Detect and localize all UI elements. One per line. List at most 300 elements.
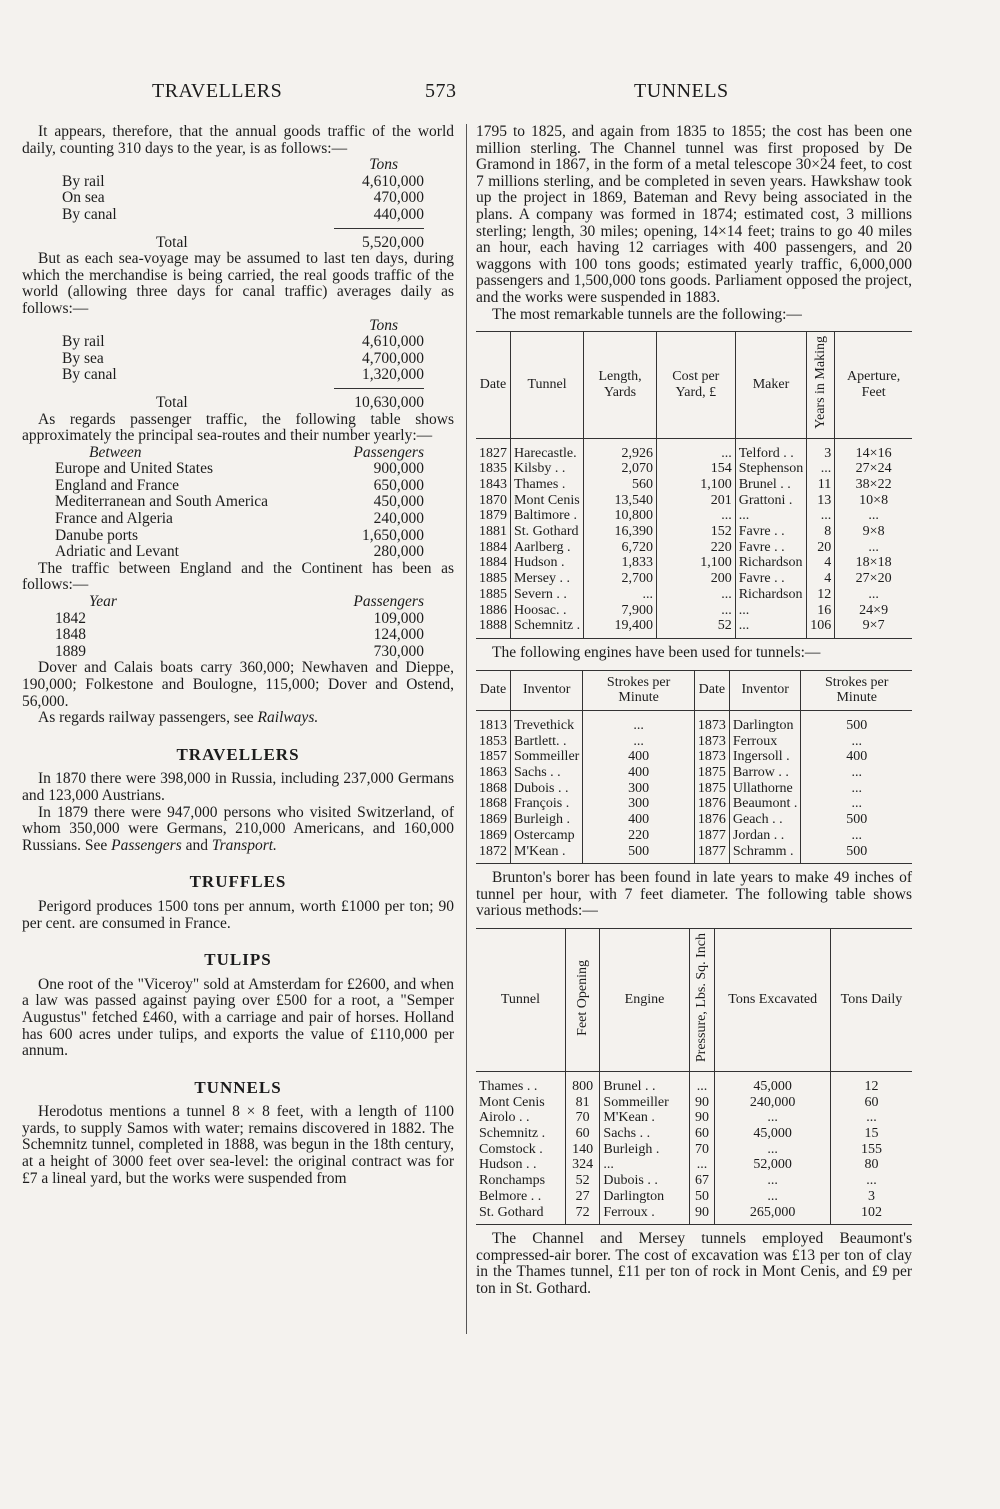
column-header: Maker xyxy=(735,332,807,438)
sea-routes-table xyxy=(55,445,424,561)
table-cell: 1813 xyxy=(479,717,507,733)
paragraph: Perigord produces 1500 tons per annum, worth £1000 per ton; 90 per cent. are consumed in France. xyxy=(22,897,454,932)
table-cell: Hudson . . xyxy=(479,1157,537,1173)
table-cell: ... xyxy=(807,461,835,477)
row-label: By canal xyxy=(62,205,117,223)
table-cell: Geach . . xyxy=(729,812,801,828)
table-cell: Schramm . xyxy=(729,844,801,864)
table-cell: Burleigh . xyxy=(600,1142,689,1158)
row-label: France and Algeria xyxy=(55,510,173,528)
column-divider xyxy=(466,124,467,1334)
table-row xyxy=(476,710,912,733)
table-row xyxy=(476,781,912,797)
column-header: Strokes per Minute xyxy=(583,670,695,710)
table-cell: Sommeiller xyxy=(600,1095,689,1111)
table-cell: 1885 xyxy=(479,571,507,587)
table-row xyxy=(476,571,912,587)
table-cell: Airolo . . xyxy=(479,1110,530,1126)
column-header: Tons Daily xyxy=(830,929,912,1072)
list-header xyxy=(55,594,424,611)
table-cell: 38×22 xyxy=(835,477,912,493)
paragraph: It appears, therefore, that the annual goods traffic of the world daily, counting 310 days to the year, is as follows:— xyxy=(22,123,454,157)
row-label: Danube ports xyxy=(55,526,139,544)
table-cell: Darlington xyxy=(600,1189,689,1205)
table-row xyxy=(476,1142,912,1158)
continent-traffic-table xyxy=(55,594,424,660)
engines-table xyxy=(476,670,912,865)
table-cell: 52 xyxy=(565,1173,599,1189)
list-row xyxy=(55,611,424,628)
table-cell: 1873 xyxy=(694,734,729,750)
total-rule xyxy=(334,388,424,389)
table-cell: 60 xyxy=(689,1126,715,1142)
table-cell: 45,000 xyxy=(715,1071,831,1094)
table-cell: 4 xyxy=(807,571,835,587)
table-cell: 500 xyxy=(801,710,912,733)
table-row xyxy=(476,1126,912,1142)
row-label: By canal xyxy=(62,366,117,384)
table-cell: Burleigh . xyxy=(511,812,583,828)
table-row xyxy=(476,765,912,781)
total-row xyxy=(62,235,424,252)
table-cell: M'Kean . xyxy=(511,844,583,864)
table-cell: ... xyxy=(584,587,657,603)
table-cell: 201 xyxy=(656,493,735,509)
table-cell: 1876 xyxy=(694,796,729,812)
table-cell: 300 xyxy=(583,781,695,797)
table-cell: Baltimore . xyxy=(511,508,584,524)
table-cell: 1868 xyxy=(479,780,507,796)
table-cell: 1876 xyxy=(694,812,729,828)
table-cell: Aarlberg . xyxy=(511,540,584,556)
table-cell: 81 xyxy=(565,1095,599,1111)
table-cell: 20 xyxy=(807,540,835,556)
table-row xyxy=(476,540,912,556)
table-cell: 155 xyxy=(830,1142,912,1158)
table-cell: 7,900 xyxy=(584,603,657,619)
table-cell: 1885 xyxy=(479,586,507,602)
table-cell: 90 xyxy=(689,1205,715,1225)
paragraph: As regards passenger traffic, the following table shows approximately the principal sea-routes and their number yearly:— xyxy=(22,410,454,445)
table-cell: St. Gothard xyxy=(479,1204,544,1220)
table-row xyxy=(476,1189,912,1205)
table-cell: 1873 xyxy=(694,749,729,765)
row-value: 4,610,000 xyxy=(362,172,424,190)
table-cell: 400 xyxy=(801,749,912,765)
table-cell: Belmore . . xyxy=(479,1188,542,1204)
paragraph: But as each sea-voyage may be assumed to last ten days, during which the merchandise is being carried, the real goods traffic of the world (allowing three days for canal traffic) averages daily as follows:— xyxy=(22,250,454,317)
table-cell: 1868 xyxy=(479,796,507,812)
table-cell: ... xyxy=(656,438,735,461)
table-cell: Sachs . . xyxy=(511,765,583,781)
table-cell: Schemnitz . xyxy=(479,1126,546,1141)
table-cell: 16,390 xyxy=(584,524,657,540)
right-column xyxy=(476,124,912,1298)
row-value: 124,000 xyxy=(373,626,424,644)
table-cell: Severn . . xyxy=(511,587,584,603)
table-cell: 3 xyxy=(830,1189,912,1205)
table-cell: Darlington xyxy=(729,710,801,733)
left-column xyxy=(22,124,454,1187)
table-cell: ... xyxy=(715,1110,831,1126)
table-cell: ... xyxy=(689,1071,715,1094)
paragraph: Dover and Calais boats carry 360,000; Newhaven and Dieppe, 190,000; Folkestone and Boulogne, 115,000; Dover and Ostend, 56,000. xyxy=(22,659,454,710)
column-header: Years in Making xyxy=(807,332,835,438)
table-cell: Mersey . . xyxy=(511,571,584,587)
column-header: Engine xyxy=(600,929,689,1072)
table-cell: 1,100 xyxy=(656,555,735,571)
table-cell: Thames . . xyxy=(479,1078,538,1094)
table-cell: Brunel . . xyxy=(600,1071,689,1094)
table-cell: 1875 xyxy=(694,781,729,797)
table-cell: 4 xyxy=(807,555,835,571)
table-cell: ... xyxy=(735,603,807,619)
table-row xyxy=(476,749,912,765)
table-cell: ... xyxy=(735,508,807,524)
table-row xyxy=(476,438,912,461)
column-header: Strokes per Minute xyxy=(801,670,912,710)
total-value: 5,520,000 xyxy=(362,233,424,251)
table-cell: 60 xyxy=(830,1095,912,1111)
table-cell: ... xyxy=(689,1157,715,1173)
table-cell: 60 xyxy=(565,1126,599,1142)
header-right: Passengers xyxy=(353,443,424,461)
table-cell: 50 xyxy=(689,1189,715,1205)
table-cell: 1870 xyxy=(479,492,507,508)
row-label: By rail xyxy=(62,333,105,351)
table-cell: ... xyxy=(801,765,912,781)
row-value: 1,320,000 xyxy=(362,366,424,384)
running-head-left: TRAVELLERS xyxy=(152,80,283,102)
header-left: Year xyxy=(89,593,117,611)
table-cell: Mont Cenis xyxy=(479,1094,545,1110)
table-cell: Ferroux xyxy=(729,734,801,750)
table-cell: 1843 xyxy=(479,476,507,492)
table-cell: 1863 xyxy=(479,765,507,781)
paragraph: In 1879 there were 947,000 persons who visited Switzerland, of whom 350,000 were Germans, 210,000 Americans, and 160,000 Russians. See Passengers and Transport. xyxy=(22,803,454,854)
table-cell: ... xyxy=(656,587,735,603)
header-right: Passengers xyxy=(353,593,424,611)
cross-reference-link[interactable]: Railways. xyxy=(257,709,319,727)
table-cell: M'Kean . xyxy=(600,1110,689,1126)
table-cell: 220 xyxy=(583,828,695,844)
table-cell: ... xyxy=(583,710,695,733)
table-row xyxy=(476,493,912,509)
table-cell: Trevethick xyxy=(511,710,583,733)
table-cell: Dubois . . xyxy=(600,1173,689,1189)
paragraph: Herodotus mentions a tunnel 8 × 8 feet, with a length of 1100 yards, to supply Samos with water; remains discovered in 1882. The Schemnitz tunnel, completed in 1888, was begun in the 18th century, at a height of 3000 feet over sea-level: the original contract was for £7 a lineal yard, but the works were suspended from xyxy=(22,1103,454,1187)
table-row xyxy=(476,555,912,571)
table-cell: Harecastle. xyxy=(511,438,584,461)
column-header: Aperture, Feet xyxy=(835,332,912,438)
paragraph: In 1870 there were 398,000 in Russia, including 237,000 Germans and 123,000 Austrians. xyxy=(22,770,454,804)
table-cell: ... xyxy=(583,734,695,750)
table-cell: 220 xyxy=(656,540,735,556)
table-cell: 10×8 xyxy=(835,493,912,509)
table-cell: Brunel . . xyxy=(735,477,807,493)
table-cell: ... xyxy=(656,508,735,524)
table-cell: ... xyxy=(600,1157,689,1173)
table-cell: 400 xyxy=(583,749,695,765)
table-cell: 1857 xyxy=(479,749,507,765)
table-cell: ... xyxy=(835,508,912,524)
table-cell: 9×7 xyxy=(835,618,912,638)
list-row xyxy=(55,461,424,478)
row-value: 280,000 xyxy=(373,543,424,561)
table-cell: 6,720 xyxy=(584,540,657,556)
column-header: Inventor xyxy=(511,670,583,710)
table-cell: 106 xyxy=(807,618,835,638)
table-cell: 1877 xyxy=(694,844,729,864)
row-label: On sea xyxy=(62,189,105,207)
list-row xyxy=(55,644,424,661)
table-cell: 265,000 xyxy=(715,1205,831,1225)
table-cell: ... xyxy=(801,734,912,750)
table-cell: 2,700 xyxy=(584,571,657,587)
table-cell: 80 xyxy=(830,1157,912,1173)
table-cell: 8 xyxy=(807,524,835,540)
table-cell: 1827 xyxy=(479,445,507,461)
table-cell: Comstock . xyxy=(479,1141,543,1157)
table-cell: 16 xyxy=(807,603,835,619)
table-cell: 300 xyxy=(583,796,695,812)
table-cell: Schemnitz . xyxy=(511,618,584,638)
table-cell: 24×9 xyxy=(835,603,912,619)
table-cell: 19,400 xyxy=(584,618,657,638)
table-cell: Hoosac. . xyxy=(511,603,584,619)
table-cell: 15 xyxy=(830,1126,912,1142)
table-cell: 240,000 xyxy=(715,1095,831,1111)
table-row xyxy=(476,477,912,493)
table-cell: 800 xyxy=(565,1071,599,1094)
tunnels-table xyxy=(476,331,912,639)
table-cell: 72 xyxy=(565,1205,599,1225)
list-row xyxy=(62,367,424,384)
row-value: 730,000 xyxy=(373,642,424,660)
table-cell: 52 xyxy=(656,618,735,638)
table-cell: 45,000 xyxy=(715,1126,831,1142)
table-cell: 14×16 xyxy=(835,438,912,461)
table-cell: Favre . . xyxy=(735,540,807,556)
table-cell: 2,070 xyxy=(584,461,657,477)
table-cell: 13,540 xyxy=(584,493,657,509)
table-cell: Dubois . . xyxy=(511,781,583,797)
table-cell: ... xyxy=(801,796,912,812)
row-label: Mediterranean and South America xyxy=(55,493,269,511)
row-value: 4,700,000 xyxy=(362,349,424,367)
row-label: England and France xyxy=(55,476,179,494)
row-value: 900,000 xyxy=(373,460,424,478)
list-row xyxy=(55,528,424,545)
table-cell: Stephenson xyxy=(735,461,807,477)
list-header xyxy=(55,445,424,462)
table-cell: 70 xyxy=(689,1142,715,1158)
table-cell: Barrow . . xyxy=(729,765,801,781)
table-cell: Thames . xyxy=(511,477,584,493)
table-cell: 90 xyxy=(689,1095,715,1111)
table-cell: ... xyxy=(801,828,912,844)
column-header: Date xyxy=(476,332,511,438)
table-cell: ... xyxy=(835,587,912,603)
list-row xyxy=(62,174,424,191)
table-row xyxy=(476,1110,912,1126)
table-cell: 1853 xyxy=(479,733,507,749)
table-cell: 1873 xyxy=(694,710,729,733)
table-cell: 324 xyxy=(565,1157,599,1173)
table-cell: Ullathorne xyxy=(729,781,801,797)
table-row xyxy=(476,587,912,603)
table-row xyxy=(476,1205,912,1225)
column-header: Date xyxy=(476,670,511,710)
table-cell: 2,926 xyxy=(584,438,657,461)
goods-traffic-daily-table xyxy=(62,318,424,412)
total-label: Total xyxy=(156,393,188,411)
column-header: Inventor xyxy=(729,670,801,710)
header-left: Between xyxy=(89,443,142,461)
goods-traffic-table xyxy=(62,157,424,251)
table-cell: Grattoni . xyxy=(735,493,807,509)
list-header: Tons xyxy=(369,156,398,174)
table-cell: 67 xyxy=(689,1173,715,1189)
column-header: Tunnel xyxy=(476,929,565,1072)
section-heading-tunnels: TUNNELS xyxy=(194,1077,282,1097)
table-cell: 1835 xyxy=(479,461,507,477)
row-label: 1848 xyxy=(55,626,86,644)
table-cell: 12 xyxy=(807,587,835,603)
table-cell: 52,000 xyxy=(715,1157,831,1173)
table-cell: 18×18 xyxy=(835,555,912,571)
table-cell: 1,100 xyxy=(656,477,735,493)
table-cell: 200 xyxy=(656,571,735,587)
column-header: Pressure, Lbs. Sq. Inch xyxy=(689,929,715,1072)
table-cell: ... xyxy=(801,781,912,797)
paragraph: The Channel and Mersey tunnels employed Beaumont's compressed-air borer. The cost of excavation was £13 per ton of clay in the Thames tunnel, £11 per ton of rock in Mont Cenis, and £9 per ton in St. Gothard. xyxy=(476,1230,912,1297)
table-cell: 70 xyxy=(565,1110,599,1126)
table-cell: Favre . . xyxy=(735,571,807,587)
cross-reference-link[interactable]: Transport. xyxy=(211,836,277,854)
table-cell: St. Gothard xyxy=(511,524,584,540)
row-value: 109,000 xyxy=(373,609,424,627)
list-row xyxy=(62,334,424,351)
table-cell: 500 xyxy=(801,812,912,828)
paragraph: 1795 to 1825, and again from 1835 to 1855; the cost has been one million sterling. The Channel tunnel was first proposed by De Gramond in 1867, in the form of a metal telescope 30×24 feet, to cost 7 millions sterling, and be completed in seven years. Hawkshaw took up the project in 1869, Bateman and Revy being associated in the plans. A company was formed in 1874; estimated cost, 3 millions sterling; length, 30 miles; opening, 14×14 feet; trains to go 40 miles an hour, each having 12 carriages with 400 passengers, and 20 waggons with 100 tons goods; estimated yearly traffic, 6,000,000 passengers and 1,500,000 tons goods. Parliament opposed the project, and the works were suspended in 1883. xyxy=(476,123,912,306)
table-cell: ... xyxy=(715,1173,831,1189)
table-cell: Kilsby . . xyxy=(511,461,584,477)
table-row xyxy=(476,1071,912,1094)
table-cell: 1875 xyxy=(694,765,729,781)
row-value: 1,650,000 xyxy=(362,526,424,544)
table-row xyxy=(476,796,912,812)
table-cell: Richardson xyxy=(735,587,807,603)
table-cell: 13 xyxy=(807,493,835,509)
table-cell: 1888 xyxy=(479,618,507,634)
table-cell: 154 xyxy=(656,461,735,477)
table-cell: 1879 xyxy=(479,508,507,524)
table-cell: 1884 xyxy=(479,539,507,555)
table-cell: Richardson xyxy=(735,555,807,571)
paragraph: The most remarkable tunnels are the following:— xyxy=(492,305,802,323)
table-row xyxy=(476,603,912,619)
row-value: 650,000 xyxy=(373,476,424,494)
table-cell: 1872 xyxy=(479,843,507,859)
table-cell: 400 xyxy=(583,812,695,828)
table-cell: 1,833 xyxy=(584,555,657,571)
table-cell: Sommeiller xyxy=(511,749,583,765)
column-header: Tons Excavated xyxy=(715,929,831,1072)
table-cell: 10,800 xyxy=(584,508,657,524)
section-heading-tulips: TULIPS xyxy=(204,950,272,970)
table-cell: Ronchamps xyxy=(479,1173,546,1189)
row-label: Europe and United States xyxy=(55,460,213,478)
total-value: 10,630,000 xyxy=(354,393,424,411)
table-row xyxy=(476,618,912,638)
table-cell: 1884 xyxy=(479,555,507,571)
row-value: 4,610,000 xyxy=(362,333,424,351)
table-cell: Ostercamp xyxy=(511,828,583,844)
table-cell: 12 xyxy=(830,1071,912,1094)
table-cell: Telford . . xyxy=(735,438,807,461)
list-row xyxy=(55,478,424,495)
total-rule xyxy=(334,228,424,229)
table-cell: Mont Cenis xyxy=(511,493,584,509)
table-row xyxy=(476,1157,912,1173)
list-row xyxy=(62,190,424,207)
table-cell: 1877 xyxy=(694,828,729,844)
table-row xyxy=(476,828,912,844)
column-header: Length, Yards xyxy=(584,332,657,438)
table-cell: 1869 xyxy=(479,827,507,843)
row-value: 450,000 xyxy=(373,493,424,511)
row-label: By sea xyxy=(62,349,104,367)
table-cell: Bartlett. . xyxy=(511,734,583,750)
table-cell: ... xyxy=(715,1189,831,1205)
table-cell: ... xyxy=(656,603,735,619)
paragraph: The following engines have been used for tunnels:— xyxy=(492,643,821,661)
table-cell: 500 xyxy=(583,844,695,864)
table-row xyxy=(476,461,912,477)
table-row xyxy=(476,734,912,750)
table-row xyxy=(476,524,912,540)
cross-reference-link[interactable]: Passengers xyxy=(111,836,182,854)
table-cell: 27 xyxy=(565,1189,599,1205)
table-cell: 3 xyxy=(807,438,835,461)
list-row xyxy=(62,351,424,368)
total-label: Total xyxy=(156,233,188,251)
table-cell: 500 xyxy=(801,844,912,864)
table-cell: 27×24 xyxy=(835,461,912,477)
list-row xyxy=(62,207,424,224)
table-cell: Beaumont . xyxy=(729,796,801,812)
column-header: Feet Opening xyxy=(565,929,599,1072)
paragraph: One root of the "Viceroy" sold at Amsterdam for £2600, and when a law was passed against paying over £500 for a root, a "Semper Augustus" fetched £460, with a carriage and pair of horses. Holland has 600 acres under tulips, and exports the value of £110,000 per annum. xyxy=(22,975,454,1060)
list-header: Tons xyxy=(369,316,398,334)
table-cell: Sachs . . xyxy=(600,1126,689,1142)
row-label: 1842 xyxy=(55,609,86,627)
table-cell: 1886 xyxy=(479,602,507,618)
section-heading-travellers: TRAVELLERS xyxy=(176,744,300,764)
table-cell: ... xyxy=(735,618,807,638)
table-cell: Favre . . xyxy=(735,524,807,540)
column-header: Date xyxy=(694,670,729,710)
table-cell: 152 xyxy=(656,524,735,540)
table-cell: 9×8 xyxy=(835,524,912,540)
list-row xyxy=(55,627,424,644)
table-cell: 1869 xyxy=(479,812,507,828)
paragraph: Brunton's borer has been found in late years to make 49 inches of tunnel per hour, with 7 feet diameter. The following table shows various methods:— xyxy=(476,869,912,920)
table-cell: 90 xyxy=(689,1110,715,1126)
table-cell: 27×20 xyxy=(835,571,912,587)
table-cell: ... xyxy=(835,540,912,556)
